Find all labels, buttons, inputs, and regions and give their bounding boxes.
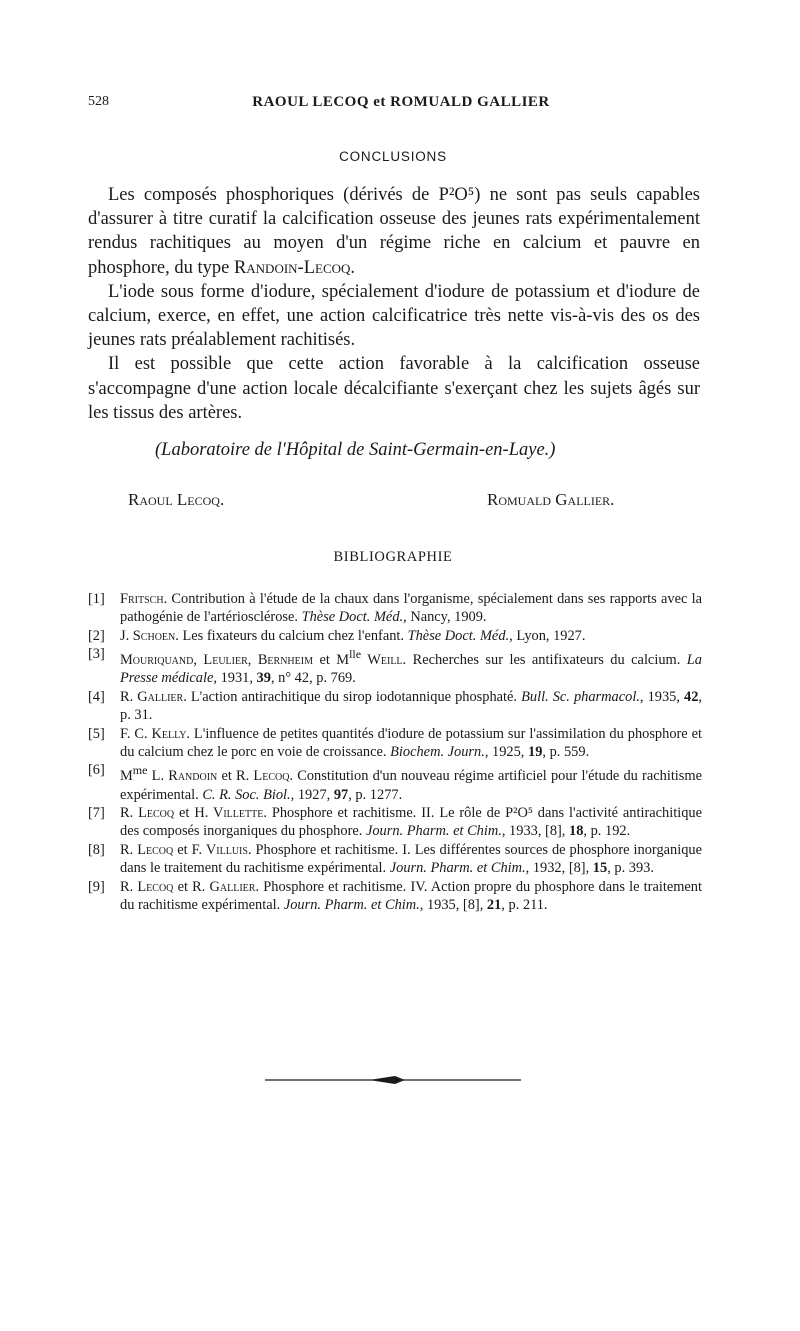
reference-volume: 97: [333, 786, 349, 803]
superscript: lle: [349, 647, 362, 662]
author-signature-left: Raoul Lecoq.: [128, 490, 225, 509]
reference-text: . Contribution à l'étude de la chaux dans l'organisme, spécialement dans ses rapports avec la pathogénie de l'artériosclérose.: [120, 591, 702, 626]
reference-text: . L'action antirachitique du sirop iodotannique phosphaté.: [183, 688, 522, 705]
reference-source: Bull. Sc. pharmacol.: [521, 688, 640, 705]
reference-text: , 1927,: [290, 786, 334, 803]
conclusions-paragraph-3: Il est possible que cette action favorable à la calcification osseuse s'accompagne d'une action locale décalcifiante s'exerçant chez les sujets âgés sur les tissus des artères.: [88, 354, 700, 423]
reference-source: Thèse Doct. Méd.: [407, 627, 510, 644]
reference-source: Journ. Pharm. et Chim.: [365, 823, 502, 840]
running-head: RAOUL LECOQ et ROMUALD GALLIER: [252, 94, 550, 110]
reference-author: R. Gallier: [120, 688, 184, 705]
reference-text: . Phosphore et rachitisme. II. Le rôle de P²O⁵ dans l'activité antirachitique des composés inorganiques du phosphore.: [120, 805, 703, 840]
reference-text: , p. 1277.: [348, 786, 403, 803]
author-signature-right: Romuald Gallier.: [487, 490, 615, 509]
reference-author: F. C. Kelly: [120, 725, 187, 742]
reference-number: [9]: [88, 878, 105, 895]
reference-text: , 1925,: [484, 744, 528, 761]
conclusions-body: [88, 183, 700, 425]
paragraph-text: Les composés phosphoriques (dérivés de P²O⁵) ne sont pas seuls capables d'assurer à titre curatif la calcification osseuse des jeunes rats expérimentalement rendus rachitiques au moyen d'un régime riche en calcium et pauvre en phosphore, du type: [88, 185, 700, 278]
reference-number: [1]: [88, 591, 105, 607]
conclusions-paragraph-1: [88, 183, 700, 280]
reference-text: , 1933, [8],: [501, 823, 570, 840]
reference-author: Weill: [361, 652, 403, 669]
bibliography-title: BIBLIOGRAPHIE: [333, 549, 453, 565]
page-header: [88, 94, 714, 116]
reference-item: [88, 841, 702, 878]
reference-volume: 21: [486, 897, 502, 914]
reference-author: R. Lecoq: [120, 841, 174, 858]
reference-number: [7]: [88, 805, 105, 822]
end-ornament: [265, 1073, 521, 1087]
reference-author: R. Lecoq: [236, 768, 290, 785]
reference-number: [4]: [88, 688, 105, 705]
reference-author: J. Schoen: [120, 627, 176, 644]
reference-source: Biochem. Journ.: [390, 744, 485, 761]
reference-text: , p. 31.: [120, 688, 703, 724]
reference-item: [88, 688, 702, 725]
reference-author: R. Lecoq: [120, 805, 175, 822]
reference-author: R. Lecoq: [120, 878, 174, 895]
reference-text: , Lyon, 1927.: [509, 627, 586, 644]
reference-item: [88, 804, 702, 841]
reference-text: , 1935,: [639, 688, 685, 705]
reference-volume: 15: [592, 860, 608, 877]
reference-number: [6]: [88, 762, 105, 779]
reference-text: . Recherches sur les antifixateurs du calcium.: [402, 652, 687, 669]
conclusions-paragraph-2: L'iode sous forme d'iodure, spécialement d'iodure de potassium et d'iodure de calcium, exerce, en effet, une action calcificatrice très nette vis-à-vis des os des jeunes rats préalablement rachitisés.: [88, 281, 700, 351]
reference-item: [88, 878, 702, 915]
reference-source: Journ. Pharm. et Chim.: [283, 897, 420, 914]
reference-volume: 42: [684, 688, 699, 705]
page-number: 528: [88, 94, 109, 109]
affiliation: (Laboratoire de l'Hôpital de Saint-Germain-en-Laye.): [155, 440, 556, 460]
reference-item: [88, 645, 702, 688]
reference-text: et: [174, 805, 195, 822]
reference-text: , p. 559.: [542, 744, 590, 761]
reference-text: . Phosphore et rachitisme. I. Les différentes sources de phosphore inorganique dans le traitement du rachitisme expérimental.: [120, 841, 702, 877]
reference-text: , p. 211.: [501, 897, 548, 914]
reference-author: R. Gallier: [192, 878, 256, 895]
reference-text: . Les fixateurs du calcium chez l'enfant.: [175, 627, 408, 644]
reference-source: C. R. Soc. Biol.: [202, 786, 291, 803]
reference-author: L. Randoin: [147, 768, 218, 785]
reference-source: La Presse médicale: [120, 652, 702, 687]
reference-author: F. Villuis: [191, 841, 248, 858]
conclusions-title: CONCLUSIONS: [339, 149, 447, 164]
reference-text: et: [173, 878, 193, 895]
reference-text: M: [120, 768, 133, 785]
reference-text: , 1935, [8],: [419, 897, 487, 914]
reference-author: Mouriquand, Leulier, Bernheim: [120, 652, 313, 669]
reference-item: [88, 725, 702, 762]
reference-item: [88, 590, 702, 627]
reference-number: [3]: [88, 646, 105, 663]
reference-text: , p. 393.: [607, 860, 654, 877]
reference-source: Thèse Doct. Méd.: [301, 609, 404, 626]
reference-number: [8]: [88, 841, 105, 858]
reference-text: , Nancy, 1909.: [403, 609, 487, 626]
reference-volume: 39: [256, 670, 271, 687]
reference-volume: 19: [528, 744, 543, 761]
superscript: me: [132, 763, 148, 778]
reference-number: [5]: [88, 725, 105, 742]
reference-source: Journ. Pharm. et Chim.: [389, 860, 526, 877]
reference-author: Fritsch: [120, 591, 164, 607]
author-name: Randoin-Lecoq: [233, 257, 351, 278]
reference-item: [88, 761, 702, 804]
bibliography-list: [88, 590, 702, 915]
reference-text: . Phosphore et rachitisme. IV. Action propre du phosphore dans le traitement du rachitisme expérimental.: [120, 878, 703, 914]
reference-item: [88, 627, 702, 645]
reference-text: et M: [312, 652, 350, 669]
reference-number: [2]: [88, 627, 105, 644]
reference-text: , n° 42, p. 769.: [270, 670, 356, 687]
reference-author: H. Villette: [194, 805, 264, 822]
reference-text: et: [173, 841, 192, 858]
reference-text: , 1932, [8],: [525, 860, 593, 877]
reference-text: . L'influence de petites quantités d'iodure de potassium sur l'assimilation du phosphore et du calcium chez le porc en voie de croissance.: [120, 725, 702, 761]
reference-text: et: [217, 768, 237, 785]
reference-volume: 18: [569, 823, 584, 840]
reference-text: , p. 192.: [583, 823, 631, 840]
paragraph-text: .: [350, 257, 356, 278]
reference-text: , 1931,: [213, 670, 257, 687]
reference-text: . Constitution d'un nouveau régime artificiel pour l'étude du rachitisme expérimental.: [120, 768, 702, 803]
